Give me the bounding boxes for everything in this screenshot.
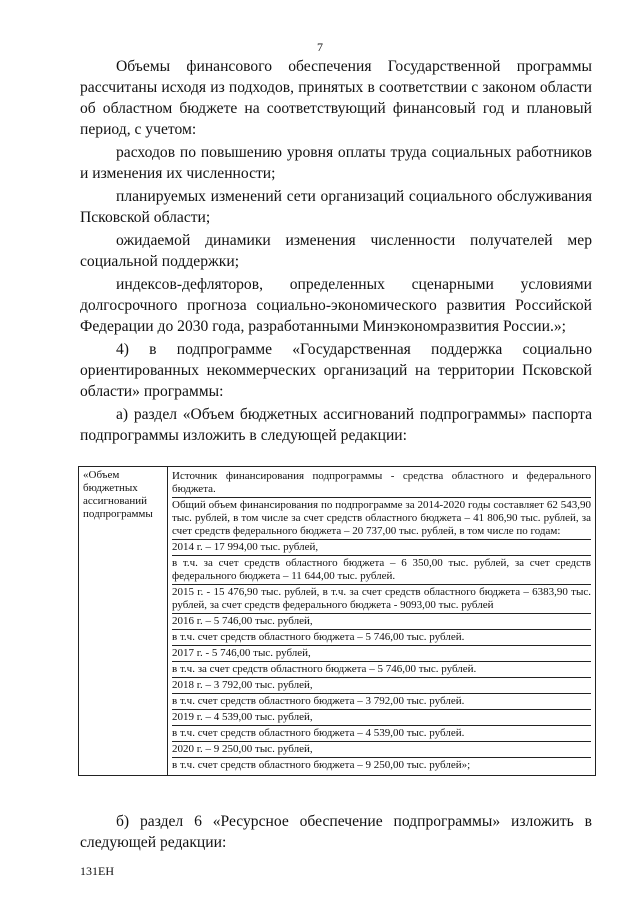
footer-code: 131ЕН bbox=[80, 864, 114, 878]
table-row: 2020 г. – 9 250,00 тыс. рублей, bbox=[172, 742, 591, 758]
paragraph-subpoint-a: а) раздел «Объем бюджетных ассигнований подпрограммы» паспорта подпрограммы изложить в следующей редакции: bbox=[80, 406, 592, 444]
after-table-text bbox=[80, 811, 592, 855]
table-content-cell bbox=[168, 467, 596, 776]
table-row: Общий объем финансирования по подпрограмме за 2014-2020 годы составляет 62 543,90 тыс. рублей, в том числе за счет средств областного бюджета – 41 806,90 тыс. рублей, за счет средств федерального бюджета – 20 737,00 тыс. рублей, в том числе по годам: bbox=[172, 498, 591, 540]
paragraph-item-network: планируемых изменений сети организаций социального обслуживания Псковской области; bbox=[80, 188, 592, 226]
table-row: 2018 г. – 3 792,00 тыс. рублей, bbox=[172, 678, 591, 694]
table-row: в т.ч. счет средств областного бюджета – 3 792,00 тыс. рублей. bbox=[172, 694, 591, 710]
document-body bbox=[80, 56, 592, 448]
table-row: Источник финансирования подпрограммы - средства областного и федерального бюджета. bbox=[172, 469, 591, 498]
budget-allocation-table bbox=[78, 466, 596, 776]
page-number: 7 bbox=[317, 40, 323, 54]
table-row: 2014 г. – 17 994,00 тыс. рублей, bbox=[172, 540, 591, 556]
paragraph-intro: Объемы финансового обеспечения Государственной программы рассчитаны исходя из подходов, принятых в соответствии с законом области об областном бюджете на соответствующий финансовый год и плановый период, с учетом: bbox=[80, 58, 592, 138]
table-row: в т.ч. счет средств областного бюджета – 5 746,00 тыс. рублей. bbox=[172, 630, 591, 646]
paragraph-subpoint-b: б) раздел 6 «Ресурсное обеспечение подпрограммы» изложить в следующей редакции: bbox=[80, 813, 592, 851]
table-row: в т.ч. счет средств областного бюджета – 4 539,00 тыс. рублей. bbox=[172, 726, 591, 742]
table-row: 2019 г. – 4 539,00 тыс. рублей, bbox=[172, 710, 591, 726]
paragraph-point-4: 4) в подпрограмме «Государственная поддержка социально ориентированных некоммерческих организаций на территории Псковской области» программы: bbox=[80, 341, 592, 400]
paragraph-item-deflators: индексов-дефляторов, определенных сценарными условиями долгосрочного прогноза социально-экономического развития Российской Федерации до 2030 года, разработанными Минэкономразвития России.»; bbox=[80, 276, 592, 335]
table-row: 2015 г. - 15 476,90 тыс. рублей, в т.ч. за счет средств областного бюджета – 6383,90 тыс. рублей, за счет средств федерального бюджета - 9093,00 тыс. рублей bbox=[172, 585, 591, 614]
table-row: в т.ч. за счет средств областного бюджета – 5 746,00 тыс. рублей. bbox=[172, 662, 591, 678]
table-label-cell: «Объем бюджетных ассигнований подпрограммы bbox=[79, 467, 168, 776]
table-row: в т.ч. за счет средств областного бюджета – 6 350,00 тыс. рублей, за счет средств федерального бюджета – 11 644,00 тыс. рублей. bbox=[172, 556, 591, 585]
paragraph-item-recipients: ожидаемой динамики изменения численности получателей мер социальной поддержки; bbox=[80, 232, 592, 270]
table-row: в т.ч. счет средств областного бюджета – 9 250,00 тыс. рублей»; bbox=[172, 759, 471, 771]
table-row: 2016 г. – 5 746,00 тыс. рублей, bbox=[172, 614, 591, 630]
paragraph-item-wages: расходов по повышению уровня оплаты труда социальных работников и изменения их численности; bbox=[80, 144, 592, 182]
table-row: 2017 г. - 5 746,00 тыс. рублей, bbox=[172, 646, 591, 662]
